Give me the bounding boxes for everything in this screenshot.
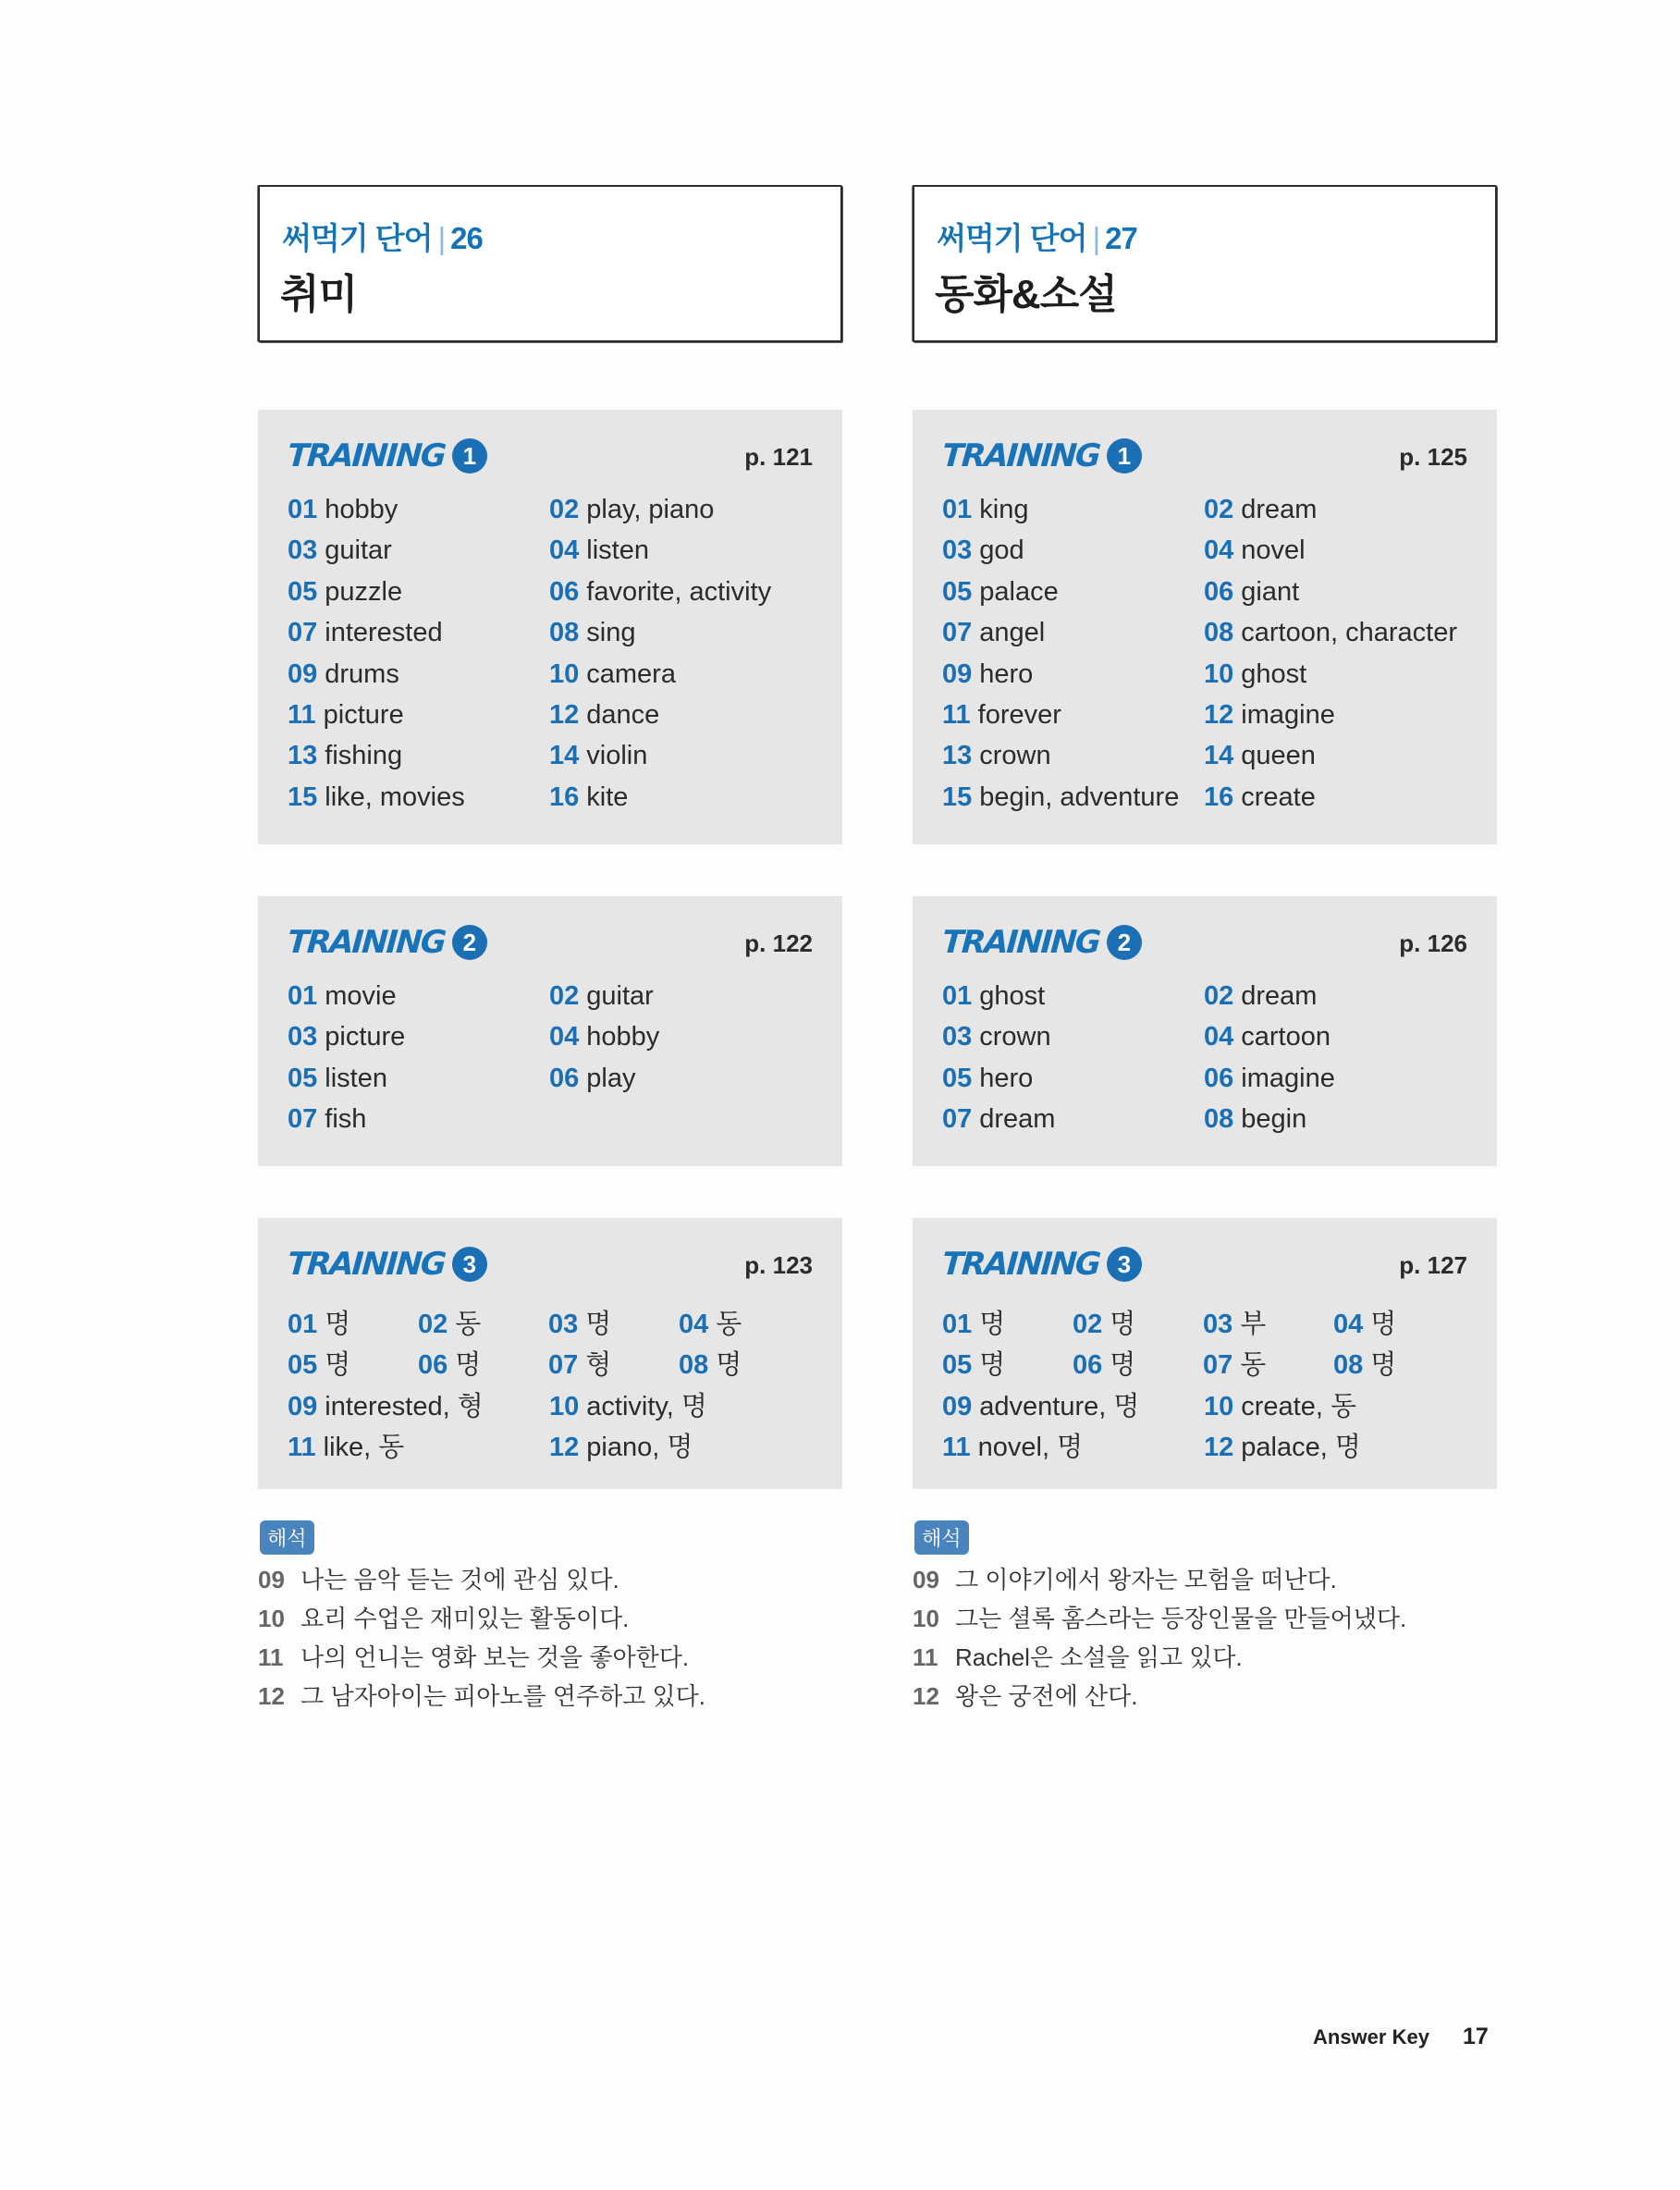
item-answer: imagine [1241, 1063, 1335, 1093]
answer-item [942, 1303, 1005, 1341]
unit-number: 26 [450, 221, 483, 255]
training-logo: TRAINING [940, 924, 1101, 961]
training-panel-1 [913, 410, 1497, 844]
unit-title-box [258, 185, 842, 342]
item-number: 14 [549, 741, 580, 771]
item-number: 11 [942, 1433, 971, 1463]
answer-item [418, 1303, 481, 1341]
training-number-badge: 3 [1107, 1247, 1142, 1282]
translation-section [913, 1520, 1406, 1716]
item-answer: hobby [586, 1022, 660, 1052]
answer-item [1333, 1344, 1396, 1382]
answer-item [288, 782, 465, 813]
item-answer: 부 [1240, 1310, 1267, 1339]
item-answer: like, movies [325, 781, 465, 812]
item-answer: hobby [325, 495, 399, 524]
item-answer: activity, 명 [586, 1391, 707, 1421]
item-number: 03 [942, 535, 973, 566]
training-panel-1 [258, 410, 842, 844]
answer-item [1204, 1385, 1356, 1423]
item-number: 01 [942, 981, 973, 1011]
answer-item [288, 1104, 366, 1135]
answer-item [549, 981, 654, 1012]
item-number: 02 [1073, 1310, 1103, 1339]
translation-line [258, 1638, 705, 1677]
answer-item [942, 1344, 1005, 1382]
answer-item [549, 1385, 707, 1423]
answer-item [549, 535, 649, 566]
translation-line [258, 1677, 705, 1716]
item-answer: 명 [455, 1350, 482, 1381]
answer-item [942, 495, 1028, 525]
training-panel-2 [913, 896, 1497, 1166]
line-number: 11 [258, 1643, 284, 1671]
item-number: 03 [942, 1022, 973, 1052]
answer-item [1204, 577, 1299, 608]
translation-line [258, 1560, 705, 1599]
item-number: 05 [942, 1063, 973, 1093]
training-number-badge: 2 [452, 925, 487, 960]
page-reference: p. 125 [1399, 443, 1467, 471]
unit-name: 취미 [280, 272, 358, 317]
item-number: 01 [942, 495, 973, 524]
item-number: 03 [288, 1022, 318, 1052]
line-number: 09 [258, 1566, 285, 1593]
translation-line [913, 1599, 1406, 1638]
item-number: 10 [549, 658, 580, 689]
answer-item [288, 1064, 387, 1094]
item-answer: ghost [1241, 658, 1307, 689]
item-number: 08 [549, 618, 580, 648]
answer-item [942, 1104, 1055, 1135]
item-number: 01 [288, 1310, 318, 1339]
item-answer: interested [325, 618, 443, 648]
training-number-badge: 3 [452, 1247, 487, 1282]
item-answer: ghost [979, 981, 1046, 1011]
item-number: 07 [288, 1104, 318, 1135]
item-number: 03 [548, 1310, 579, 1339]
answer-item [418, 1344, 481, 1382]
item-number: 12 [1204, 1433, 1234, 1463]
answer-item [288, 981, 397, 1012]
item-number: 09 [942, 658, 973, 689]
item-answer: 명 [1370, 1310, 1397, 1339]
line-text: 그는 셜록 홈스라는 등장인물을 만들어냈다. [955, 1605, 1407, 1632]
unit-series: 써먹기 단어 [282, 221, 433, 255]
line-text: 요리 수업은 재미있는 활동이다. [300, 1605, 630, 1632]
answer-item [288, 495, 398, 525]
answer-item [549, 577, 771, 608]
item-answer: begin [1241, 1104, 1307, 1135]
item-answer: kite [586, 781, 629, 812]
item-answer: crown [979, 741, 1051, 771]
line-number: 10 [258, 1605, 285, 1632]
item-number: 06 [1073, 1350, 1103, 1381]
item-number: 06 [418, 1350, 448, 1381]
answer-item [1073, 1344, 1135, 1382]
training-header [288, 1246, 487, 1288]
training-logo: TRAINING [940, 437, 1101, 474]
answer-item [679, 1303, 742, 1341]
item-number: 07 [942, 1104, 973, 1135]
item-answer: king [979, 495, 1029, 524]
title-divider: | [1092, 221, 1100, 255]
item-number: 09 [288, 1391, 318, 1421]
translation-line [258, 1599, 705, 1638]
line-text: 나의 언니는 영화 보는 것을 좋아한다. [300, 1643, 690, 1671]
item-number: 04 [1204, 535, 1234, 566]
item-answer: guitar [586, 981, 654, 1011]
item-answer: listen [586, 535, 649, 566]
answer-item [548, 1344, 611, 1382]
footer-label: Answer Key [1313, 2025, 1429, 2049]
item-number: 14 [1204, 741, 1234, 771]
item-answer: dream [1241, 495, 1318, 524]
answer-item [1204, 782, 1316, 813]
item-answer: giant [1241, 576, 1300, 607]
training-number-badge: 1 [1107, 438, 1142, 474]
item-answer: adventure, 명 [979, 1391, 1140, 1421]
item-answer: hero [979, 658, 1034, 689]
line-number: 11 [913, 1643, 938, 1671]
item-answer: crown [979, 1022, 1051, 1052]
answer-item [288, 659, 399, 690]
item-number: 09 [942, 1391, 973, 1421]
item-answer: sing [586, 618, 636, 648]
item-answer: camera [586, 658, 676, 689]
answer-item [288, 1385, 484, 1423]
answer-item [942, 782, 1179, 813]
answer-item [942, 1385, 1139, 1423]
right-column [913, 185, 1497, 1710]
item-number: 01 [288, 981, 318, 1011]
item-answer: 명 [979, 1350, 1006, 1381]
answer-item [1203, 1303, 1266, 1341]
answer-item [549, 1022, 659, 1052]
answer-item [1204, 618, 1457, 648]
item-number: 08 [1204, 618, 1234, 648]
answer-item [288, 618, 443, 648]
training-header [942, 1246, 1142, 1288]
answer-item [549, 659, 676, 690]
item-answer: guitar [325, 535, 392, 566]
training-number-badge: 2 [1107, 925, 1142, 960]
item-answer: dream [979, 1104, 1056, 1135]
item-number: 01 [942, 1310, 973, 1339]
answer-item [549, 1064, 635, 1094]
item-answer: god [979, 535, 1024, 566]
item-answer: dream [1241, 981, 1318, 1011]
line-text: 그 남자아이는 피아노를 연주하고 있다. [300, 1682, 705, 1710]
item-answer: fishing [325, 741, 403, 771]
line-number: 09 [913, 1566, 939, 1593]
item-number: 05 [288, 576, 318, 607]
line-text: 그 이야기에서 왕자는 모험을 떠난다. [955, 1566, 1337, 1593]
translation-tag: 해석 [914, 1520, 969, 1555]
item-answer: palace, 명 [1241, 1433, 1361, 1463]
item-number: 04 [549, 1022, 580, 1052]
answer-item [1204, 1022, 1331, 1052]
item-number: 07 [1203, 1350, 1233, 1381]
answer-item [942, 1022, 1051, 1052]
unit-title-box [913, 185, 1497, 342]
item-answer: movie [325, 981, 397, 1011]
answer-item [549, 618, 635, 648]
answer-item [942, 535, 1024, 566]
answer-item [288, 535, 392, 566]
left-column [258, 185, 842, 1710]
answer-item [942, 741, 1051, 771]
answer-item [548, 1303, 611, 1341]
item-number: 15 [288, 781, 318, 812]
item-answer: play, piano [586, 495, 715, 524]
answer-item [942, 700, 1061, 731]
answer-item [1204, 659, 1306, 690]
training-header [942, 924, 1142, 966]
answer-item [1333, 1303, 1396, 1341]
item-number: 06 [1204, 1063, 1234, 1093]
page-reference: p. 123 [744, 1251, 813, 1279]
answer-item [288, 700, 404, 731]
answer-item [1204, 741, 1316, 771]
item-answer: play [586, 1063, 636, 1093]
page-reference: p. 127 [1399, 1251, 1467, 1279]
item-number: 13 [288, 741, 318, 771]
answer-item [1073, 1303, 1135, 1341]
answer-item [549, 495, 714, 525]
training-logo: TRAINING [286, 1246, 447, 1283]
item-number: 05 [942, 1350, 973, 1381]
training-header [288, 924, 487, 966]
item-number: 12 [549, 700, 580, 730]
item-number: 05 [288, 1350, 318, 1381]
item-number: 16 [1204, 781, 1234, 812]
item-number: 02 [1204, 981, 1234, 1011]
answer-item [288, 1426, 404, 1464]
item-number: 15 [942, 781, 973, 812]
item-number: 07 [288, 618, 318, 648]
translation-tag: 해석 [260, 1520, 314, 1555]
item-number: 02 [549, 495, 580, 524]
item-number: 01 [288, 495, 318, 524]
item-answer: 동 [455, 1310, 482, 1339]
item-answer: drums [325, 658, 399, 689]
translation-section [258, 1520, 705, 1716]
unit-series: 써먹기 단어 [937, 221, 1087, 255]
training-header [288, 437, 487, 480]
item-number: 08 [679, 1350, 709, 1381]
item-number: 06 [549, 576, 580, 607]
answer-item [1204, 981, 1317, 1012]
item-answer: fish [325, 1104, 367, 1135]
title-divider: | [437, 221, 446, 255]
answer-item [679, 1344, 742, 1382]
item-number: 04 [1333, 1310, 1364, 1339]
page-reference: p. 122 [744, 929, 813, 957]
item-number: 02 [418, 1310, 448, 1339]
item-number: 02 [1204, 495, 1234, 524]
line-number: 12 [913, 1682, 939, 1710]
item-answer: piano, 명 [586, 1433, 693, 1463]
answer-item [288, 1022, 405, 1052]
item-number: 05 [288, 1063, 318, 1093]
item-number: 11 [942, 700, 971, 730]
answer-item [1204, 1426, 1361, 1464]
answer-item [288, 1303, 350, 1341]
item-answer: hero [979, 1063, 1034, 1093]
item-answer: like, 동 [323, 1433, 405, 1463]
item-number: 07 [548, 1350, 579, 1381]
item-number: 09 [288, 658, 318, 689]
answer-item [942, 577, 1059, 608]
item-answer: 명 [979, 1310, 1006, 1339]
answer-item [1203, 1344, 1266, 1382]
page-reference: p. 121 [744, 443, 813, 471]
item-answer: create, 동 [1241, 1391, 1356, 1421]
item-answer: 명 [1370, 1350, 1397, 1381]
answer-item [288, 1344, 350, 1382]
answer-item [549, 741, 647, 771]
item-answer: imagine [1241, 700, 1335, 730]
training-logo: TRAINING [286, 437, 447, 474]
item-number: 04 [1204, 1022, 1234, 1052]
item-answer: listen [325, 1063, 387, 1093]
item-answer: palace [979, 576, 1059, 607]
item-answer: begin, adventure [979, 781, 1180, 812]
answer-item [1204, 495, 1317, 525]
translation-line [913, 1638, 1406, 1677]
answer-item [942, 981, 1045, 1012]
page-reference: p. 126 [1399, 929, 1467, 957]
item-answer: angel [979, 618, 1046, 648]
item-answer: queen [1241, 741, 1316, 771]
item-answer: 명 [585, 1310, 612, 1339]
item-answer: cartoon, character [1241, 618, 1457, 648]
item-number: 08 [1333, 1350, 1364, 1381]
item-number: 10 [549, 1391, 580, 1421]
item-answer: 명 [325, 1310, 351, 1339]
line-text: 나는 음악 듣는 것에 관심 있다. [300, 1566, 619, 1593]
training-panel-2 [258, 896, 842, 1166]
training-panel-3 [258, 1218, 842, 1489]
item-answer: dance [586, 700, 660, 730]
item-number: 03 [1203, 1310, 1233, 1339]
answer-item [549, 1426, 693, 1464]
answer-item [942, 659, 1033, 690]
translation-lines [913, 1560, 1406, 1716]
line-number: 10 [913, 1605, 939, 1632]
item-answer: create [1241, 781, 1316, 812]
line-text: Rachel은 소설을 읽고 있다. [955, 1643, 1243, 1671]
item-answer: 명 [325, 1350, 351, 1381]
training-number-badge: 1 [452, 438, 487, 474]
answer-item [942, 1064, 1033, 1094]
line-text: 왕은 궁전에 산다. [955, 1682, 1138, 1710]
item-answer: 명 [716, 1350, 742, 1381]
answer-item [288, 577, 402, 608]
item-number: 10 [1204, 1391, 1234, 1421]
item-answer: cartoon [1241, 1022, 1331, 1052]
answer-item [288, 741, 402, 771]
item-number: 04 [679, 1310, 709, 1339]
item-number: 02 [549, 981, 580, 1011]
item-number: 16 [549, 781, 580, 812]
unit-subtitle [937, 215, 1137, 258]
item-number: 11 [288, 700, 316, 730]
item-number: 03 [288, 535, 318, 566]
item-answer: forever [977, 700, 1061, 730]
answer-item [549, 700, 659, 731]
training-header [942, 437, 1142, 480]
item-answer: 동 [716, 1310, 742, 1339]
item-answer: favorite, activity [586, 576, 772, 607]
item-number: 10 [1204, 658, 1234, 689]
answer-item [942, 618, 1045, 648]
unit-subtitle [282, 215, 483, 258]
answer-item [1204, 535, 1306, 566]
unit-name: 동화&소설 [935, 272, 1117, 317]
item-number: 12 [1204, 700, 1234, 730]
answer-item [1204, 1064, 1335, 1094]
item-number: 05 [942, 576, 973, 607]
training-panel-3 [913, 1218, 1497, 1489]
item-answer: novel [1241, 535, 1306, 566]
answer-item [1204, 1104, 1306, 1135]
page-number: 17 [1462, 2024, 1489, 2049]
translation-lines [258, 1560, 705, 1716]
item-answer: violin [586, 741, 648, 771]
translation-line [913, 1560, 1406, 1599]
page-footer [1313, 2024, 1489, 2050]
item-answer: novel, 명 [977, 1433, 1084, 1463]
item-number: 13 [942, 741, 973, 771]
item-answer: 명 [1110, 1310, 1136, 1339]
item-number: 12 [549, 1433, 580, 1463]
item-answer: interested, 형 [325, 1391, 484, 1421]
answer-item [1204, 700, 1335, 731]
item-answer: 명 [1110, 1350, 1136, 1381]
item-answer: picture [323, 700, 404, 730]
item-number: 07 [942, 618, 973, 648]
item-number: 11 [288, 1433, 316, 1463]
training-logo: TRAINING [940, 1246, 1101, 1283]
item-answer: 동 [1240, 1350, 1267, 1381]
item-number: 06 [1204, 576, 1234, 607]
item-number: 08 [1204, 1104, 1234, 1135]
training-logo: TRAINING [286, 924, 447, 961]
answer-item [549, 782, 628, 813]
item-number: 06 [549, 1063, 580, 1093]
item-answer: 형 [585, 1350, 612, 1381]
answer-item [942, 1426, 1083, 1464]
item-number: 04 [549, 535, 580, 566]
line-number: 12 [258, 1682, 285, 1710]
unit-number: 27 [1105, 221, 1137, 255]
item-answer: picture [325, 1022, 406, 1052]
item-answer: puzzle [325, 576, 403, 607]
translation-line [913, 1677, 1406, 1716]
